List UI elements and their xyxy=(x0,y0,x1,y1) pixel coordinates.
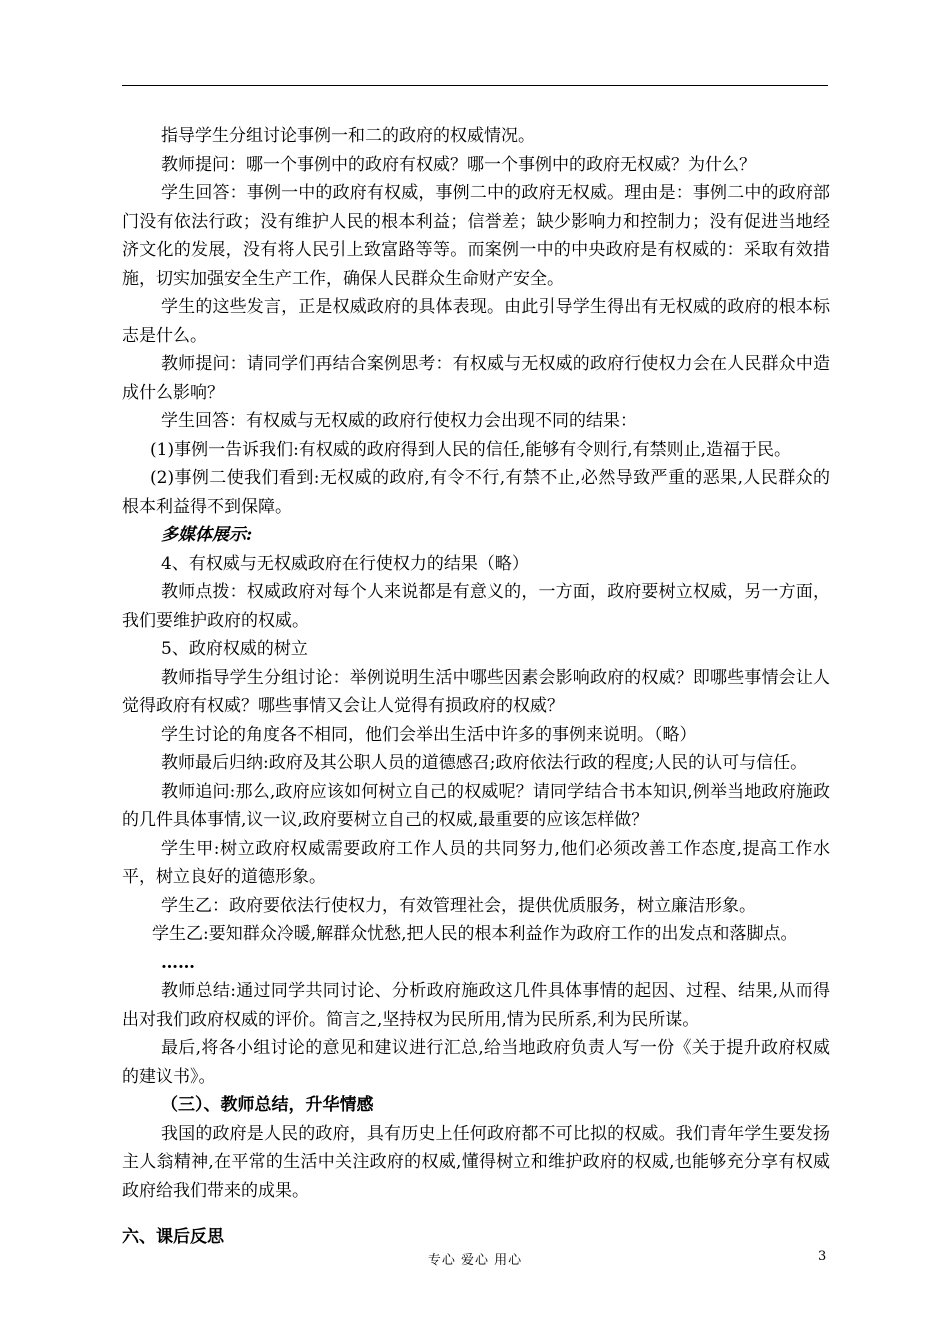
page-number: 3 xyxy=(818,1249,827,1264)
spacer xyxy=(122,1205,830,1223)
paragraph: 指导学生分组讨论事例一和二的政府的权威情况。 xyxy=(161,126,535,146)
paragraph: 4、有权威与无权威政府在行使权力的结果（略） xyxy=(161,553,529,574)
section-label: 多媒体展示: xyxy=(161,525,253,545)
paragraph: 学生乙:要知群众冷暖,解群众忧愁,把人民的根本利益作为政府工作的出发点和落脚点。 xyxy=(152,924,798,944)
header-rule xyxy=(122,85,828,86)
paragraph: 教师提问：哪一个事例中的政府有权威？哪一个事例中的政府无权威？为什么？ xyxy=(161,154,756,175)
list-item: (1)事例一告诉我们:有权威的政府得到人民的信任,能够有令则行,有禁则止,造福于民。 xyxy=(150,439,792,460)
paragraph: 学生回答：事例一中的政府有权威，事例二中的政府无权威。理由是：事例二中的政府部门没有依法行政；没有维护人民的根本利益；信誉差；缺少影响力和控制力；没有促进当地经济文化的发展，没有将人民引上致富路等等。而案例一中的中央政府是有权威的：采取有效措施，切实加强安全生产工作，确保人民群众生命财产安全。 xyxy=(122,183,830,289)
paragraph: 学生甲:树立政府权威需要政府工作人员的共同努力,他们必须改善工作态度,提高工作水平，树立良好的道德形象。 xyxy=(122,838,830,887)
ellipsis-line: …… xyxy=(161,952,195,973)
paragraph: 教师总结:通过同学共同讨论、分析政府施政这几件具体事情的起因、过程、结果,从而得出对我们政府权威的评价。简言之,坚持权为民所用,情为民所系,利为民所谋。 xyxy=(122,981,830,1030)
paragraph: 教师指导学生分组讨论：举例说明生活中哪些因素会影响政府的权威？即哪些事情会让人觉得政府有权威？哪些事情又会让人觉得有损政府的权威？ xyxy=(122,667,830,716)
paragraph: 5、政府权威的树立 xyxy=(161,639,308,659)
paragraph: 我国的政府是人民的政府，具有历史上任何政府都不可比拟的权威。我们青年学生要发扬主人翁精神,在平常的生活中关注政府的权威,懂得树立和维护政府的权威,也能够充分享有权威政府给我们带来的成果。 xyxy=(122,1123,830,1201)
section-heading: （三）、教师总结，升华情感 xyxy=(161,1095,374,1115)
section-heading: 六、课后反思 xyxy=(122,1227,224,1247)
paragraph: 学生回答：有权威与无权威的政府行使权力会出现不同的结果： xyxy=(161,411,637,431)
footer-motto: 专心 爱心 用心 xyxy=(427,1253,523,1268)
paragraph: 教师点拨：权威政府对每个人来说都是有意义的，一方面，政府要树立权威，另一方面，我们要维护政府的权威。 xyxy=(122,582,830,631)
paragraph: 教师提问：请同学们再结合案例思考：有权威与无权威的政府行使权力会在人民群众中造成什么影响？ xyxy=(122,354,830,403)
paragraph: 最后,将各小组讨论的意见和建议进行汇总,给当地政府负责人写一份《关于提升政府权威的建议书》。 xyxy=(122,1038,830,1087)
list-item: (2)事例二使我们看到:无权威的政府,有令不行,有禁不止,必然导致严重的恶果,人民群众的根本利益得不到保障。 xyxy=(122,468,830,517)
document-body xyxy=(122,122,830,1252)
paragraph: 教师最后归纳:政府及其公职人员的道德感召;政府依法行政的程度;人民的认可与信任。 xyxy=(161,753,808,773)
paragraph: 学生的这些发言，正是权威政府的具体表现。由此引导学生得出有无权威的政府的根本标志是什么。 xyxy=(122,297,830,346)
paragraph: 学生讨论的角度各不相同，他们会举出生活中许多的事例来说明。（略） xyxy=(161,724,697,745)
paragraph: 学生乙：政府要依法行使权力，有效管理社会，提供优质服务，树立廉洁形象。 xyxy=(161,895,756,916)
paragraph: 教师追问:那么,政府应该如何树立自己的权威呢？请同学结合书本知识,例举当地政府施政的几件具体事情,议一议,政府要树立自己的权威,最重要的应该怎样做？ xyxy=(122,781,830,830)
